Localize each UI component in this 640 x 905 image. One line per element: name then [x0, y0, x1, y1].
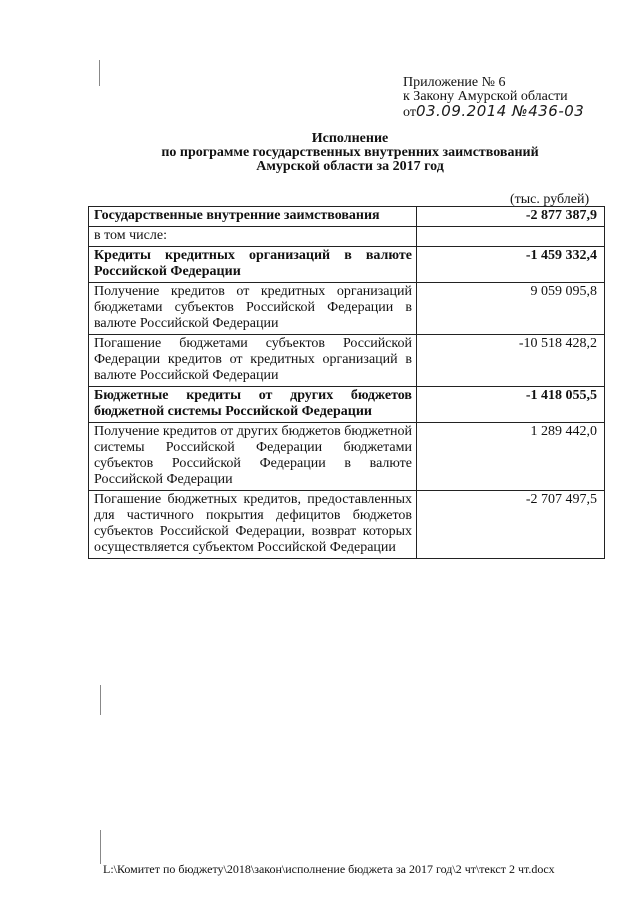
row-name-cell: Бюджетные кредиты от других бюджетов бюджетной системы Российской Федерации	[89, 387, 417, 423]
table-row	[89, 335, 605, 387]
table-row	[89, 423, 605, 491]
table-row	[89, 387, 605, 423]
scan-margin-mark	[100, 830, 101, 864]
handwritten-date-number: 03.09.2014 №436-03	[415, 102, 585, 120]
scan-margin-mark	[100, 685, 101, 715]
row-value-cell: 9 059 095,8	[417, 283, 605, 335]
annex-date-prefix: от	[403, 105, 416, 120]
table-row	[89, 207, 605, 227]
row-name-cell: в том числе:	[89, 227, 417, 247]
table-row	[89, 491, 605, 559]
row-value-cell: 1 289 442,0	[417, 423, 605, 491]
title-line-3: Амурской области за 2017 год	[256, 159, 444, 174]
title-line-1: Исполнение	[311, 131, 389, 146]
borrowings-table	[88, 206, 605, 559]
row-name-cell: Государственные внутренние заимствования	[89, 207, 417, 227]
table-row	[89, 247, 605, 283]
annex-header	[403, 76, 584, 120]
row-name-cell: Получение кредитов от кредитных организаций бюджетами субъектов Российской Федерации в валюте Российской Федерации	[89, 283, 417, 335]
annex-line-2: к Закону Амурской области	[403, 89, 568, 104]
units-label: (тыс. рублей)	[510, 192, 590, 207]
table-row	[89, 227, 605, 247]
row-name-cell: Кредиты кредитных организаций в валюте Российской Федерации	[89, 247, 417, 283]
annex-line-3	[403, 104, 584, 120]
file-path-footer: L:\Комитет по бюджету\2018\закон\исполнение бюджета за 2017 год\2 чт\текст 2 чт.docx	[103, 862, 555, 876]
row-name-cell: Получение кредитов от других бюджетов бюджетной системы Российской Федерации бюджетами субъектов Российской Федерации в валюте Российской Федерации	[89, 423, 417, 491]
row-value-cell: -1 459 332,4	[417, 247, 605, 283]
row-value-cell: -1 418 055,5	[417, 387, 605, 423]
row-value-cell: -10 518 428,2	[417, 335, 605, 387]
row-value-cell: -2 877 387,9	[417, 207, 605, 227]
table-row	[89, 283, 605, 335]
document-title	[90, 132, 610, 174]
row-name-cell: Погашение бюджетами субъектов Российской Федерации кредитов от кредитных организаций в валюте Российской Федерации	[89, 335, 417, 387]
annex-line-1: Приложение № 6	[403, 75, 506, 90]
row-value-cell: -2 707 497,5	[417, 491, 605, 559]
row-value-cell	[417, 227, 605, 247]
scan-margin-mark	[99, 60, 100, 86]
title-line-2: по программе государственных внутренних заимствований	[161, 145, 539, 160]
row-name-cell: Погашение бюджетных кредитов, предоставленных для частичного покрытия дефицитов бюджетов субъектов Российской Федерации, возврат которых осуществляется субъектом Российской Федерации	[89, 491, 417, 559]
